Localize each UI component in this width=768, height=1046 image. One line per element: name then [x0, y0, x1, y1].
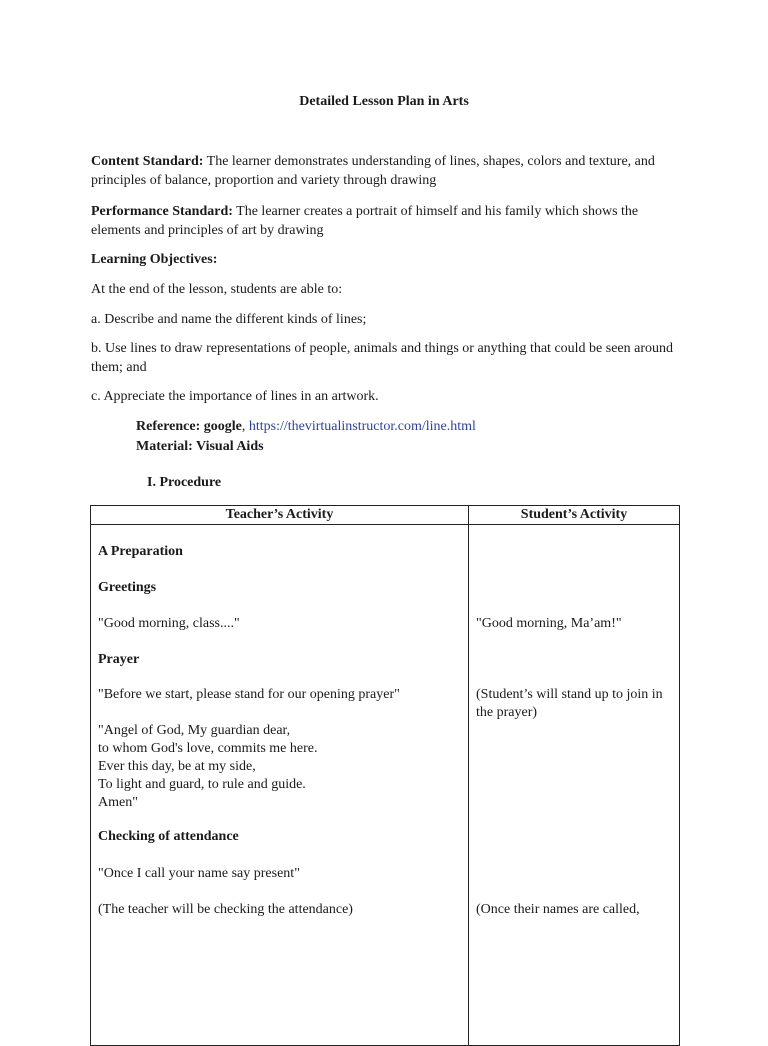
- performance-standard-text: The learner creates a portrait of himself and his family which shows the elements and principles of art by drawing: [91, 204, 639, 238]
- attendance-line: "Once I call your name say present": [98, 866, 300, 881]
- performance-standard-label: Performance Standard:: [91, 204, 233, 219]
- table-header-row: [91, 506, 680, 525]
- greeting-reply: "Good morning, Ma’am!": [476, 616, 622, 631]
- objective-a: a. Describe and name the different kinds of lines;: [91, 312, 367, 327]
- material-line: Material: Visual Aids: [136, 439, 264, 454]
- procedure-heading: I. Procedure: [147, 475, 222, 490]
- objective-c: c. Appreciate the importance of lines in an artwork.: [91, 389, 379, 404]
- content-standard: [91, 152, 681, 190]
- table-row: [91, 525, 680, 1046]
- preparation-heading: A Preparation: [98, 544, 183, 559]
- document-title: Detailed Lesson Plan in Arts: [299, 94, 469, 109]
- attendance-note: (The teacher will be checking the attendance): [98, 902, 353, 917]
- learning-objectives-heading: Learning Objectives:: [91, 252, 218, 267]
- objective-b: b. Use lines to draw representations of people, animals and things or anything that could be seen around them; and: [91, 341, 674, 375]
- student-activity-header: Student’s Activity: [469, 506, 680, 525]
- greeting-line: "Good morning, class....": [98, 616, 240, 631]
- objectives-intro: At the end of the lesson, students are able to:: [91, 282, 343, 297]
- teacher-activity-header: Teacher’s Activity: [91, 506, 469, 525]
- reference-link[interactable]: https://thevirtualinstructor.com/line.html: [248, 419, 476, 434]
- content-standard-text: The learner demonstrates understanding of lines, shapes, colors and texture, and principles of balance, proportion and variety through drawing: [91, 154, 655, 188]
- reference-line: [136, 417, 726, 436]
- reference-separator: ,: [241, 419, 249, 434]
- content-standard-label: Content Standard:: [91, 154, 204, 169]
- prayer-reply: (Student’s will stand up to join in the prayer): [476, 687, 663, 720]
- performance-standard: [91, 202, 681, 240]
- teacher-activity-cell: [91, 525, 469, 1046]
- prayer-heading: Prayer: [98, 652, 140, 667]
- reference-label: Reference: google: [136, 419, 242, 434]
- attendance-heading: Checking of attendance: [98, 829, 239, 844]
- prayer-text: "Angel of God, My guardian dear, to whom God's love, commits me here. Ever this day, be at my side, To light and guard, to rule and guide. Amen": [98, 723, 318, 810]
- attendance-reply: (Once their names are called,: [476, 902, 640, 917]
- greetings-heading: Greetings: [98, 580, 157, 595]
- prayer-line: "Before we start, please stand for our opening prayer": [98, 687, 400, 702]
- student-activity-cell: [469, 525, 680, 1046]
- activity-table: [90, 505, 680, 1046]
